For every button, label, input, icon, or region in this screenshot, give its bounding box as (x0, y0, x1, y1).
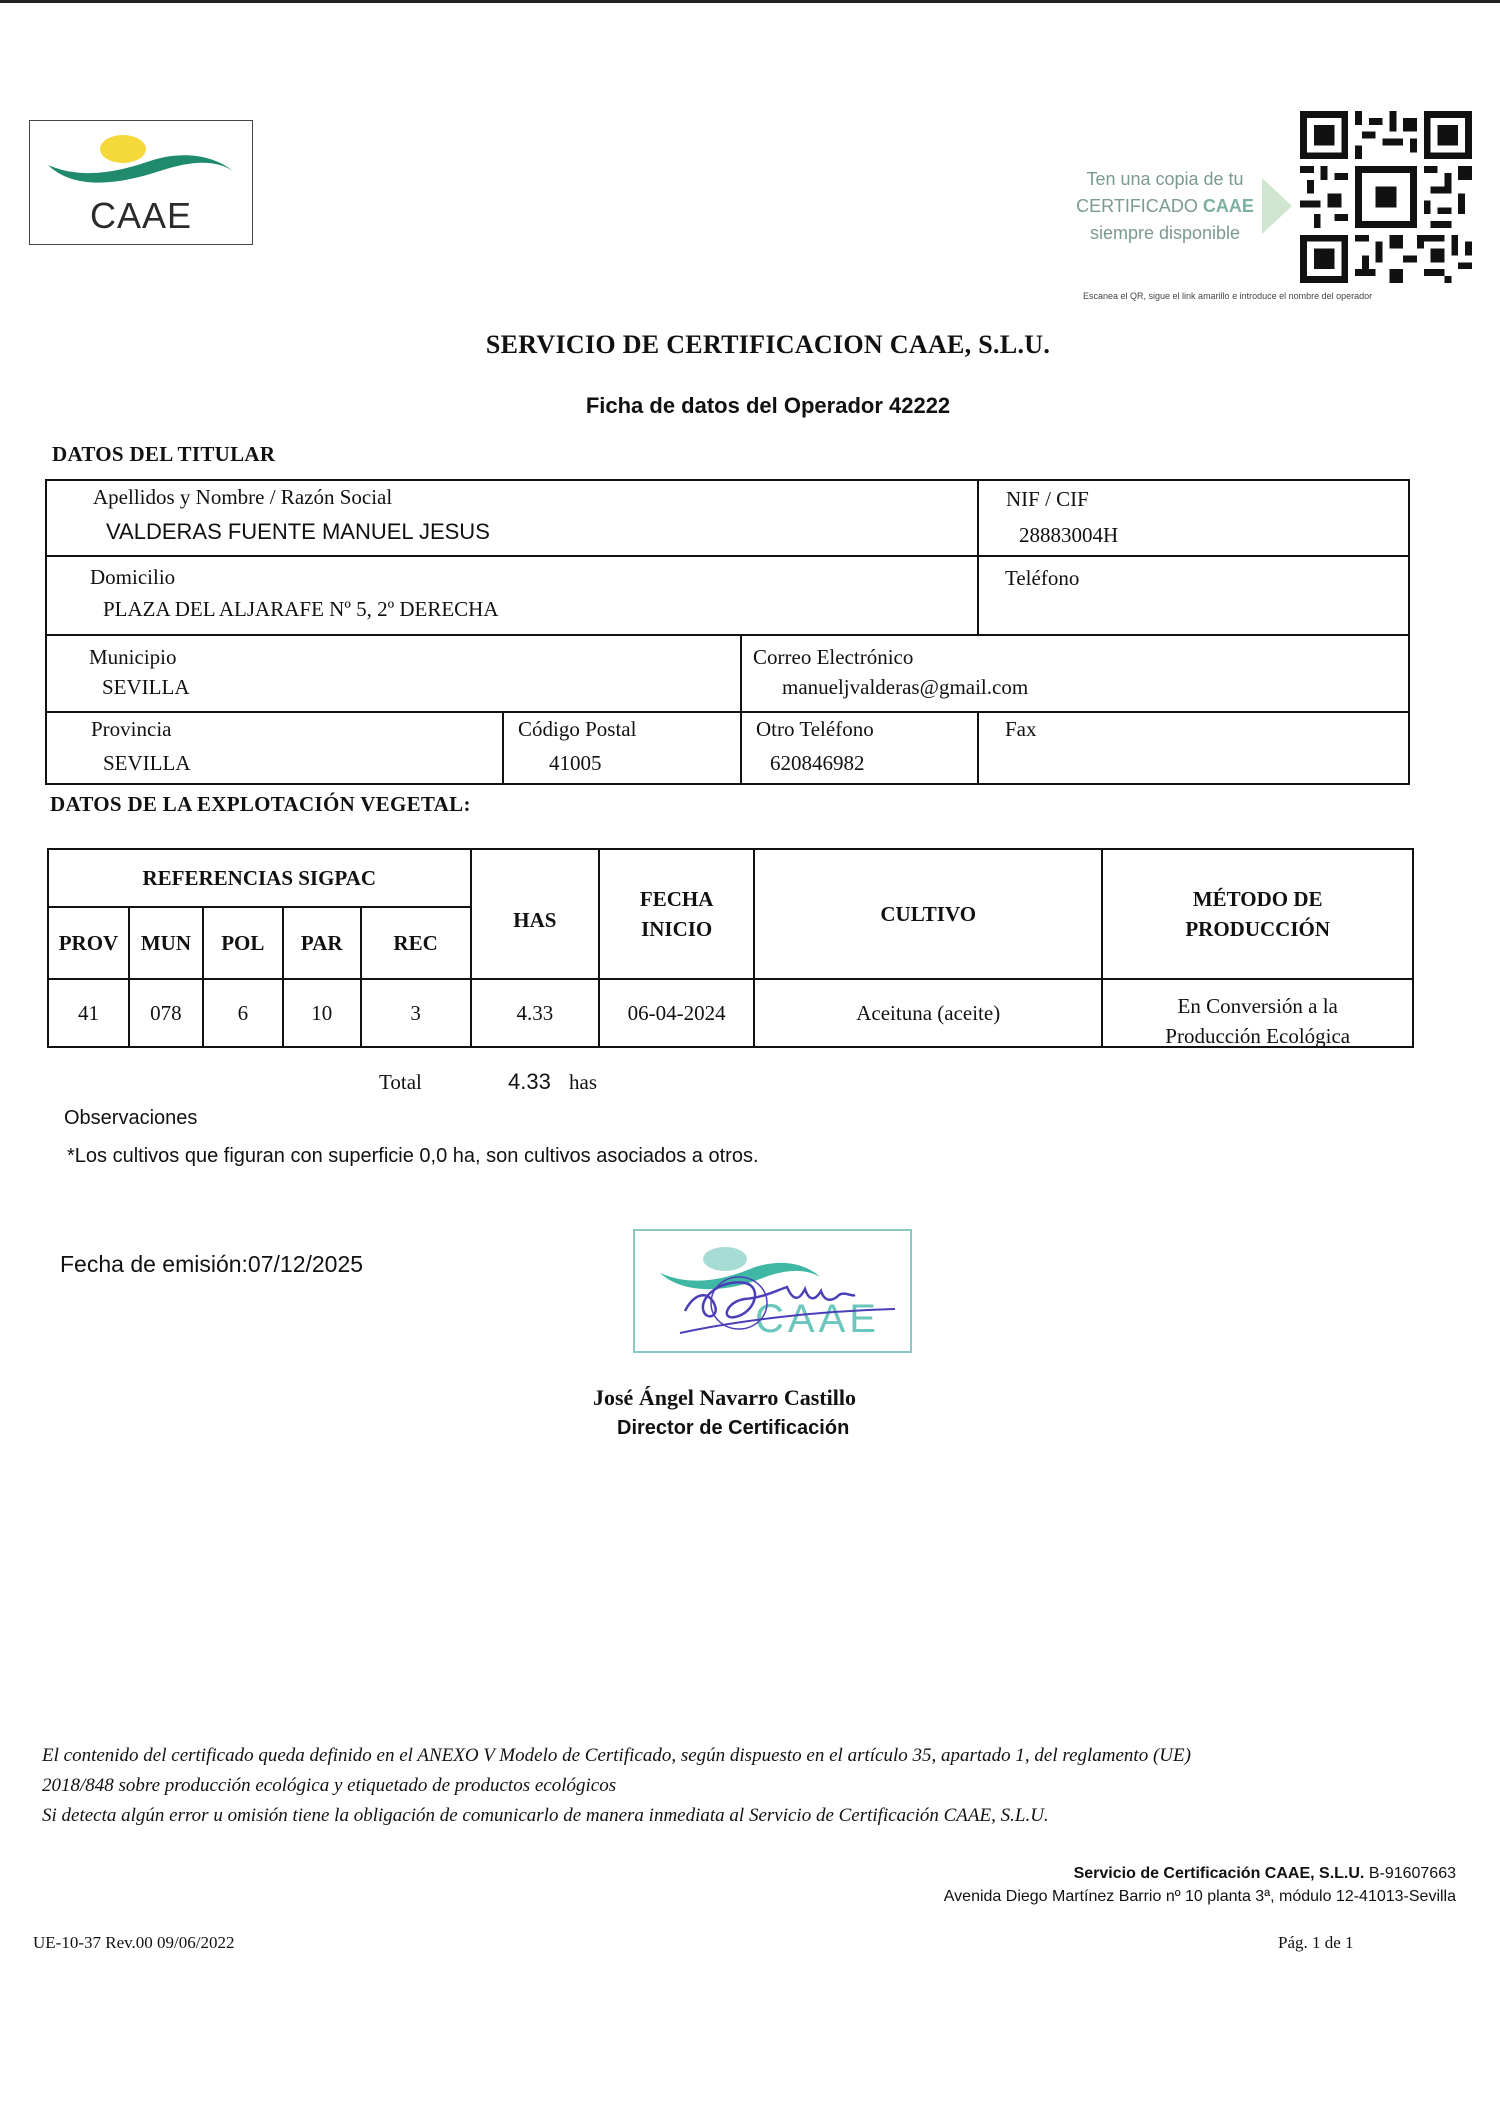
municipio-value: SEVILLA (102, 675, 190, 699)
name-value: VALDERAS FUENTE MANUEL JESUS (106, 519, 490, 544)
signature-icon (675, 1251, 905, 1351)
total-value: 4.33 (508, 1069, 551, 1094)
cell-par: 10 (283, 979, 361, 1047)
page-number: Pág. 1 de 1 (1278, 1933, 1354, 1952)
divider (47, 634, 1408, 636)
arrow-right-icon (1260, 176, 1296, 236)
promo-line-2-prefix: CERTIFICADO (1076, 196, 1203, 216)
divider (47, 711, 1408, 713)
section-title-explotacion: DATOS DE LA EXPLOTACIÓN VEGETAL: (50, 792, 471, 816)
org-cif: B-91607663 (1368, 1865, 1456, 1882)
qr-promo-text (1065, 166, 1265, 247)
org-address: Avenida Diego Martínez Barrio nº 10 planta 3ª, módulo 12-41013-Sevilla (943, 1888, 1456, 1905)
cell-mun: 078 (129, 979, 203, 1047)
cell-fecha: 06-04-2024 (599, 979, 754, 1047)
par-header: PAR (283, 907, 361, 979)
cell-cultivo: Aceituna (aceite) (754, 979, 1102, 1047)
nif-label: NIF / CIF (1006, 487, 1089, 511)
cp-label: Código Postal (518, 717, 637, 741)
metodo-header-line-1: MÉTODO DE (1192, 887, 1323, 911)
titular-box (45, 479, 1410, 785)
org-name: Servicio de Certificación CAAE, S.L.U. (1073, 1865, 1365, 1882)
total-unit: has (569, 1070, 597, 1094)
legal-line-2: 2018/848 sobre producción ecológica y etiquetado de productos ecológicos (42, 1775, 617, 1796)
logo-mark-icon (40, 129, 240, 199)
metodo-line-1: En Conversión a la (1177, 994, 1338, 1018)
has-header: HAS (471, 849, 600, 979)
rec-header: REC (361, 907, 471, 979)
metodo-header (1102, 849, 1413, 979)
org-footer-line-1 (700, 1862, 1456, 1885)
domicilio-label: Domicilio (90, 565, 176, 589)
observaciones-label: Observaciones (64, 1107, 198, 1129)
otro-telefono-value: 620846982 (770, 751, 865, 775)
nif-value: 28883004H (1019, 523, 1119, 547)
doc-code: UE-10-37 Rev.00 09/06/2022 (33, 1933, 235, 1952)
legal-line-3: Si detecta algún error u omisión tiene la obligación de comunicarlo de manera inmediata al Servicio de Certificación CAAE, S.L.U. (42, 1805, 1049, 1826)
section-title-titular: DATOS DEL TITULAR (52, 442, 276, 466)
mun-header: MUN (129, 907, 203, 979)
page-subtitle: Ficha de datos del Operador 42222 (585, 393, 951, 418)
provincia-value: SEVILLA (103, 751, 191, 775)
table-header-row (48, 849, 1413, 907)
metodo-header-line-2: PRODUCCIÓN (1185, 917, 1331, 941)
cell-has: 4.33 (471, 979, 600, 1047)
promo-line-2 (1065, 193, 1265, 220)
correo-label: Correo Electrónico (753, 645, 914, 669)
cultivo-header: CULTIVO (754, 849, 1102, 979)
org-footer (700, 1862, 1456, 1908)
cell-metodo (1102, 979, 1413, 1047)
observaciones-text: *Los cultivos que figuran con superficie 0,0 ha, son cultivos asociados a otros. (67, 1145, 759, 1167)
divider (977, 711, 979, 783)
caae-stamp (633, 1229, 912, 1353)
municipio-label: Municipio (89, 645, 177, 669)
qr-code-icon[interactable] (1300, 111, 1472, 283)
promo-line-2-strong: CAAE (1202, 196, 1254, 216)
correo-value: manueljvalderas@gmail.com (782, 675, 1029, 699)
fecha-header (599, 849, 754, 979)
table-row (48, 979, 1413, 1047)
prov-header: PROV (48, 907, 129, 979)
logo-text: CAAE (89, 195, 193, 236)
signer-role: Director de Certificación (617, 1417, 850, 1439)
cp-value: 41005 (549, 751, 602, 775)
name-label: Apellidos y Nombre / Razón Social (93, 485, 393, 509)
qr-promo-small-text: Escanea el QR, sigue el link amarillo e introduce el nombre del operador (1083, 291, 1373, 301)
fecha-header-line-2: INICIO (641, 917, 713, 941)
divider (977, 481, 979, 634)
stamp-text: CAAE (755, 1297, 880, 1341)
legal-text (42, 1741, 1472, 1831)
page-title: SERVICIO DE CERTIFICACION CAAE, S.L.U. (485, 330, 1051, 359)
divider (502, 711, 504, 783)
pol-header: POL (203, 907, 283, 979)
top-border (0, 0, 1500, 3)
otro-telefono-label: Otro Teléfono (756, 717, 874, 741)
divider (47, 555, 1408, 557)
cell-prov: 41 (48, 979, 129, 1047)
promo-line-1: Ten una copia de tu (1086, 169, 1244, 189)
fax-label: Fax (1005, 717, 1037, 741)
crop-table (47, 848, 1414, 1048)
legal-line-1: El contenido del certificado queda definido en el ANEXO V Modelo de Certificado, según dispuesto en el artículo 35, apartado 1, del reglamento (UE) (42, 1745, 1191, 1766)
fecha-header-line-1: FECHA (639, 887, 714, 911)
cell-rec: 3 (361, 979, 471, 1047)
cell-pol: 6 (203, 979, 283, 1047)
divider (740, 634, 742, 783)
metodo-line-2: Producción Ecológica (1165, 1024, 1351, 1048)
promo-line-3: siempre disponible (1089, 223, 1241, 243)
domicilio-value: PLAZA DEL ALJARAFE Nº 5, 2º DERECHA (103, 597, 499, 621)
provincia-label: Provincia (91, 717, 172, 741)
telefono-label: Teléfono (1005, 566, 1080, 590)
caae-logo (29, 120, 253, 245)
qr-promo (1065, 108, 1475, 308)
fecha-emision: Fecha de emisión:07/12/2025 (60, 1251, 364, 1277)
sigpac-header: REFERENCIAS SIGPAC (48, 849, 471, 907)
total-label: Total (379, 1070, 422, 1094)
signer-name: José Ángel Navarro Castillo (593, 1385, 856, 1410)
